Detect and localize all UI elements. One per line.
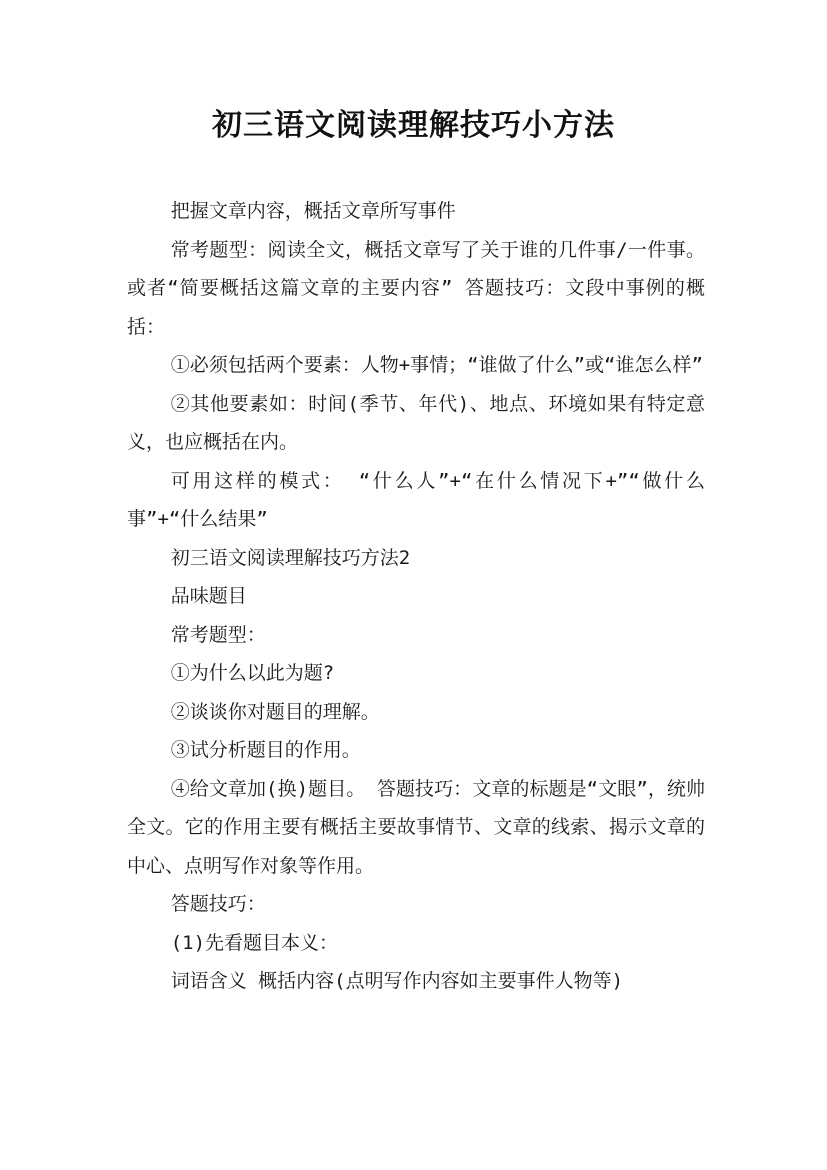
paragraph: 常考题型：阅读全文，概括文章写了关于谁的几件事/一件事。或者“简要概括这篇文章的主要内容” 答题技巧：文段中事例的概括： xyxy=(127,238,705,338)
paragraph: 可用这样的模式： “什么人”+“在什么情况下+”“做什么事”+“什么结果” xyxy=(127,469,705,530)
document-title: 初三语文阅读理解技巧小方法 xyxy=(212,108,615,143)
paragraph: ②其他要素如：时间(季节、年代)、地点、环境如果有特定意义，也应概括在内。 xyxy=(127,392,705,453)
paragraph: 答题技巧： xyxy=(170,893,266,915)
list-item: ③试分析题目的作用。 xyxy=(170,739,361,761)
paragraph: 常考题型： xyxy=(170,623,266,646)
paragraph: 品味题目 xyxy=(170,585,247,607)
paragraph: 词语含义 概括内容(点明写作内容如主要事件人物等) xyxy=(170,970,624,992)
list-item: ②谈谈你对题目的理解。 xyxy=(170,700,380,723)
section-heading: 初三语文阅读理解技巧方法2 xyxy=(170,546,411,569)
paragraph: (1)先看题目本义： xyxy=(170,931,339,954)
paragraph: ①必须包括两个要素：人物+事情；“谁做了什么”或“谁怎么样” xyxy=(170,354,703,376)
paragraph: 把握文章内容，概括文章所写事件 xyxy=(170,200,456,222)
list-item: ①为什么以此为题? xyxy=(170,662,335,684)
list-item: ④给文章加(换)题目。 答题技巧：文章的标题是“文眼”，统帅全文。它的作用主要有概括主要故事情节、文章的线索、揭示文章的中心、点明写作对象等作用。 xyxy=(127,777,705,877)
document-body xyxy=(127,192,705,1001)
